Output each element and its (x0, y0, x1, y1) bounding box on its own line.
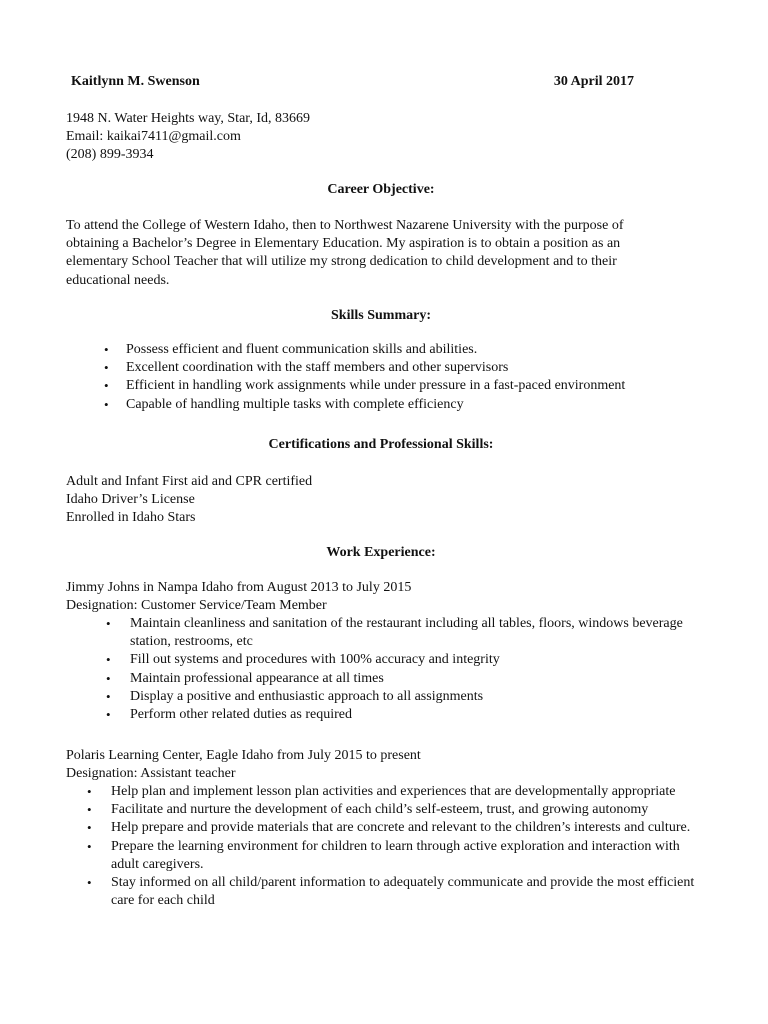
duty-text: Maintain cleanliness and sanitation of the restaurant including all tables, floors, windows beverage station, restrooms, etc (130, 616, 683, 650)
applicant-name: Kaitlynn M. Swenson (71, 74, 200, 89)
resume-header (71, 73, 634, 91)
bullet-icon: • (104, 360, 109, 376)
certification-item: Idaho Driver’s License (66, 492, 195, 508)
work-experience-heading: Work Experience: (326, 545, 436, 560)
list-item (106, 651, 690, 669)
duty-text: Perform other related duties as required (130, 707, 352, 723)
bullet-icon: • (106, 670, 111, 686)
contact-block (66, 110, 310, 165)
certifications-list (66, 473, 312, 528)
contact-email: Email: kaikai7411@gmail.com (66, 129, 241, 145)
bullet-icon: • (106, 616, 111, 631)
skills-summary-heading: Skills Summary: (331, 308, 431, 323)
duty-text: Fill out systems and procedures with 100% accuracy and integrity (130, 652, 500, 668)
skill-text: Efficient in handling work assignments while under pressure in a fast-paced environment (126, 378, 626, 394)
bullet-icon: • (106, 688, 111, 704)
list-item (87, 801, 711, 819)
bullet-icon: • (104, 396, 109, 412)
list-item (106, 615, 690, 651)
career-objective-text: To attend the College of Western Idaho, then to Northwest Nazarene University with the purpose of obtaining a Bachelor’s Degree in Elementary Education. My aspiration is to obtain a position as an elementary School Teacher that will utilize my strong dedication to child development and to their educational needs. (66, 218, 624, 288)
bullet-icon: • (104, 342, 109, 357)
skill-text: Excellent coordination with the staff members and other supervisors (126, 360, 509, 376)
certification-item: Enrolled in Idaho Stars (66, 510, 196, 526)
skill-text: Capable of handling multiple tasks with complete efficiency (126, 396, 464, 412)
career-objective-heading: Career Objective: (327, 182, 435, 197)
job-duties-list (106, 615, 690, 724)
skills-list (104, 341, 626, 414)
duty-text: Help plan and implement lesson plan activities and experiences that are developmentally appropriate (111, 784, 676, 799)
list-item (106, 706, 690, 724)
list-item (104, 359, 625, 377)
certifications-heading: Certifications and Professional Skills: (268, 437, 494, 452)
skill-text: Possess efficient and fluent communication skills and abilities. (126, 342, 478, 357)
duty-text: Prepare the learning environment for children to learn through active exploration and interaction with adult caregivers. (111, 838, 680, 872)
duty-text: Maintain professional appearance at all times (130, 670, 384, 686)
duty-text: Facilitate and nurture the development of each child’s self-esteem, trust, and growing autonomy (111, 802, 649, 818)
list-item (87, 838, 711, 874)
list-item (104, 377, 626, 395)
job-employer-line: Jimmy Johns in Nampa Idaho from August 2013 to July 2015 (66, 580, 412, 595)
bullet-icon: • (87, 875, 92, 891)
duty-text: Help prepare and provide materials that are concrete and relevant to the children’s interests and culture. (111, 820, 691, 836)
bullet-icon: • (87, 820, 92, 836)
list-item (104, 341, 625, 359)
job-header-polaris (66, 747, 421, 783)
list-item (106, 688, 690, 706)
list-item (106, 670, 690, 688)
bullet-icon: • (104, 378, 109, 394)
job-designation: Designation: Assistant teacher (66, 766, 236, 782)
duty-text: Display a positive and enthusiastic approach to all assignments (130, 688, 484, 704)
job-designation: Designation: Customer Service/Team Member (66, 598, 327, 614)
list-item (87, 819, 711, 837)
contact-phone: (208) 899-3934 (66, 147, 154, 163)
job-employer-line: Polaris Learning Center, Eagle Idaho from July 2015 to present (66, 748, 421, 763)
bullet-icon: • (87, 838, 92, 854)
resume-date: 30 April 2017 (553, 74, 634, 89)
certification-item: Adult and Infant First aid and CPR certified (66, 474, 313, 489)
list-item (87, 874, 711, 910)
bullet-icon: • (87, 784, 92, 799)
list-item (87, 783, 711, 801)
bullet-icon: • (106, 652, 111, 668)
duty-text: Stay informed on all child/parent information to adequately communicate and provide the most efficient care for each child (111, 875, 695, 909)
list-item (104, 396, 625, 414)
job-duties-list (87, 783, 711, 910)
bullet-icon: • (106, 707, 111, 723)
bullet-icon: • (87, 802, 92, 818)
job-header-jimmy-johns (66, 579, 411, 615)
contact-address: 1948 N. Water Heights way, Star, Id, 83669 (66, 111, 311, 126)
